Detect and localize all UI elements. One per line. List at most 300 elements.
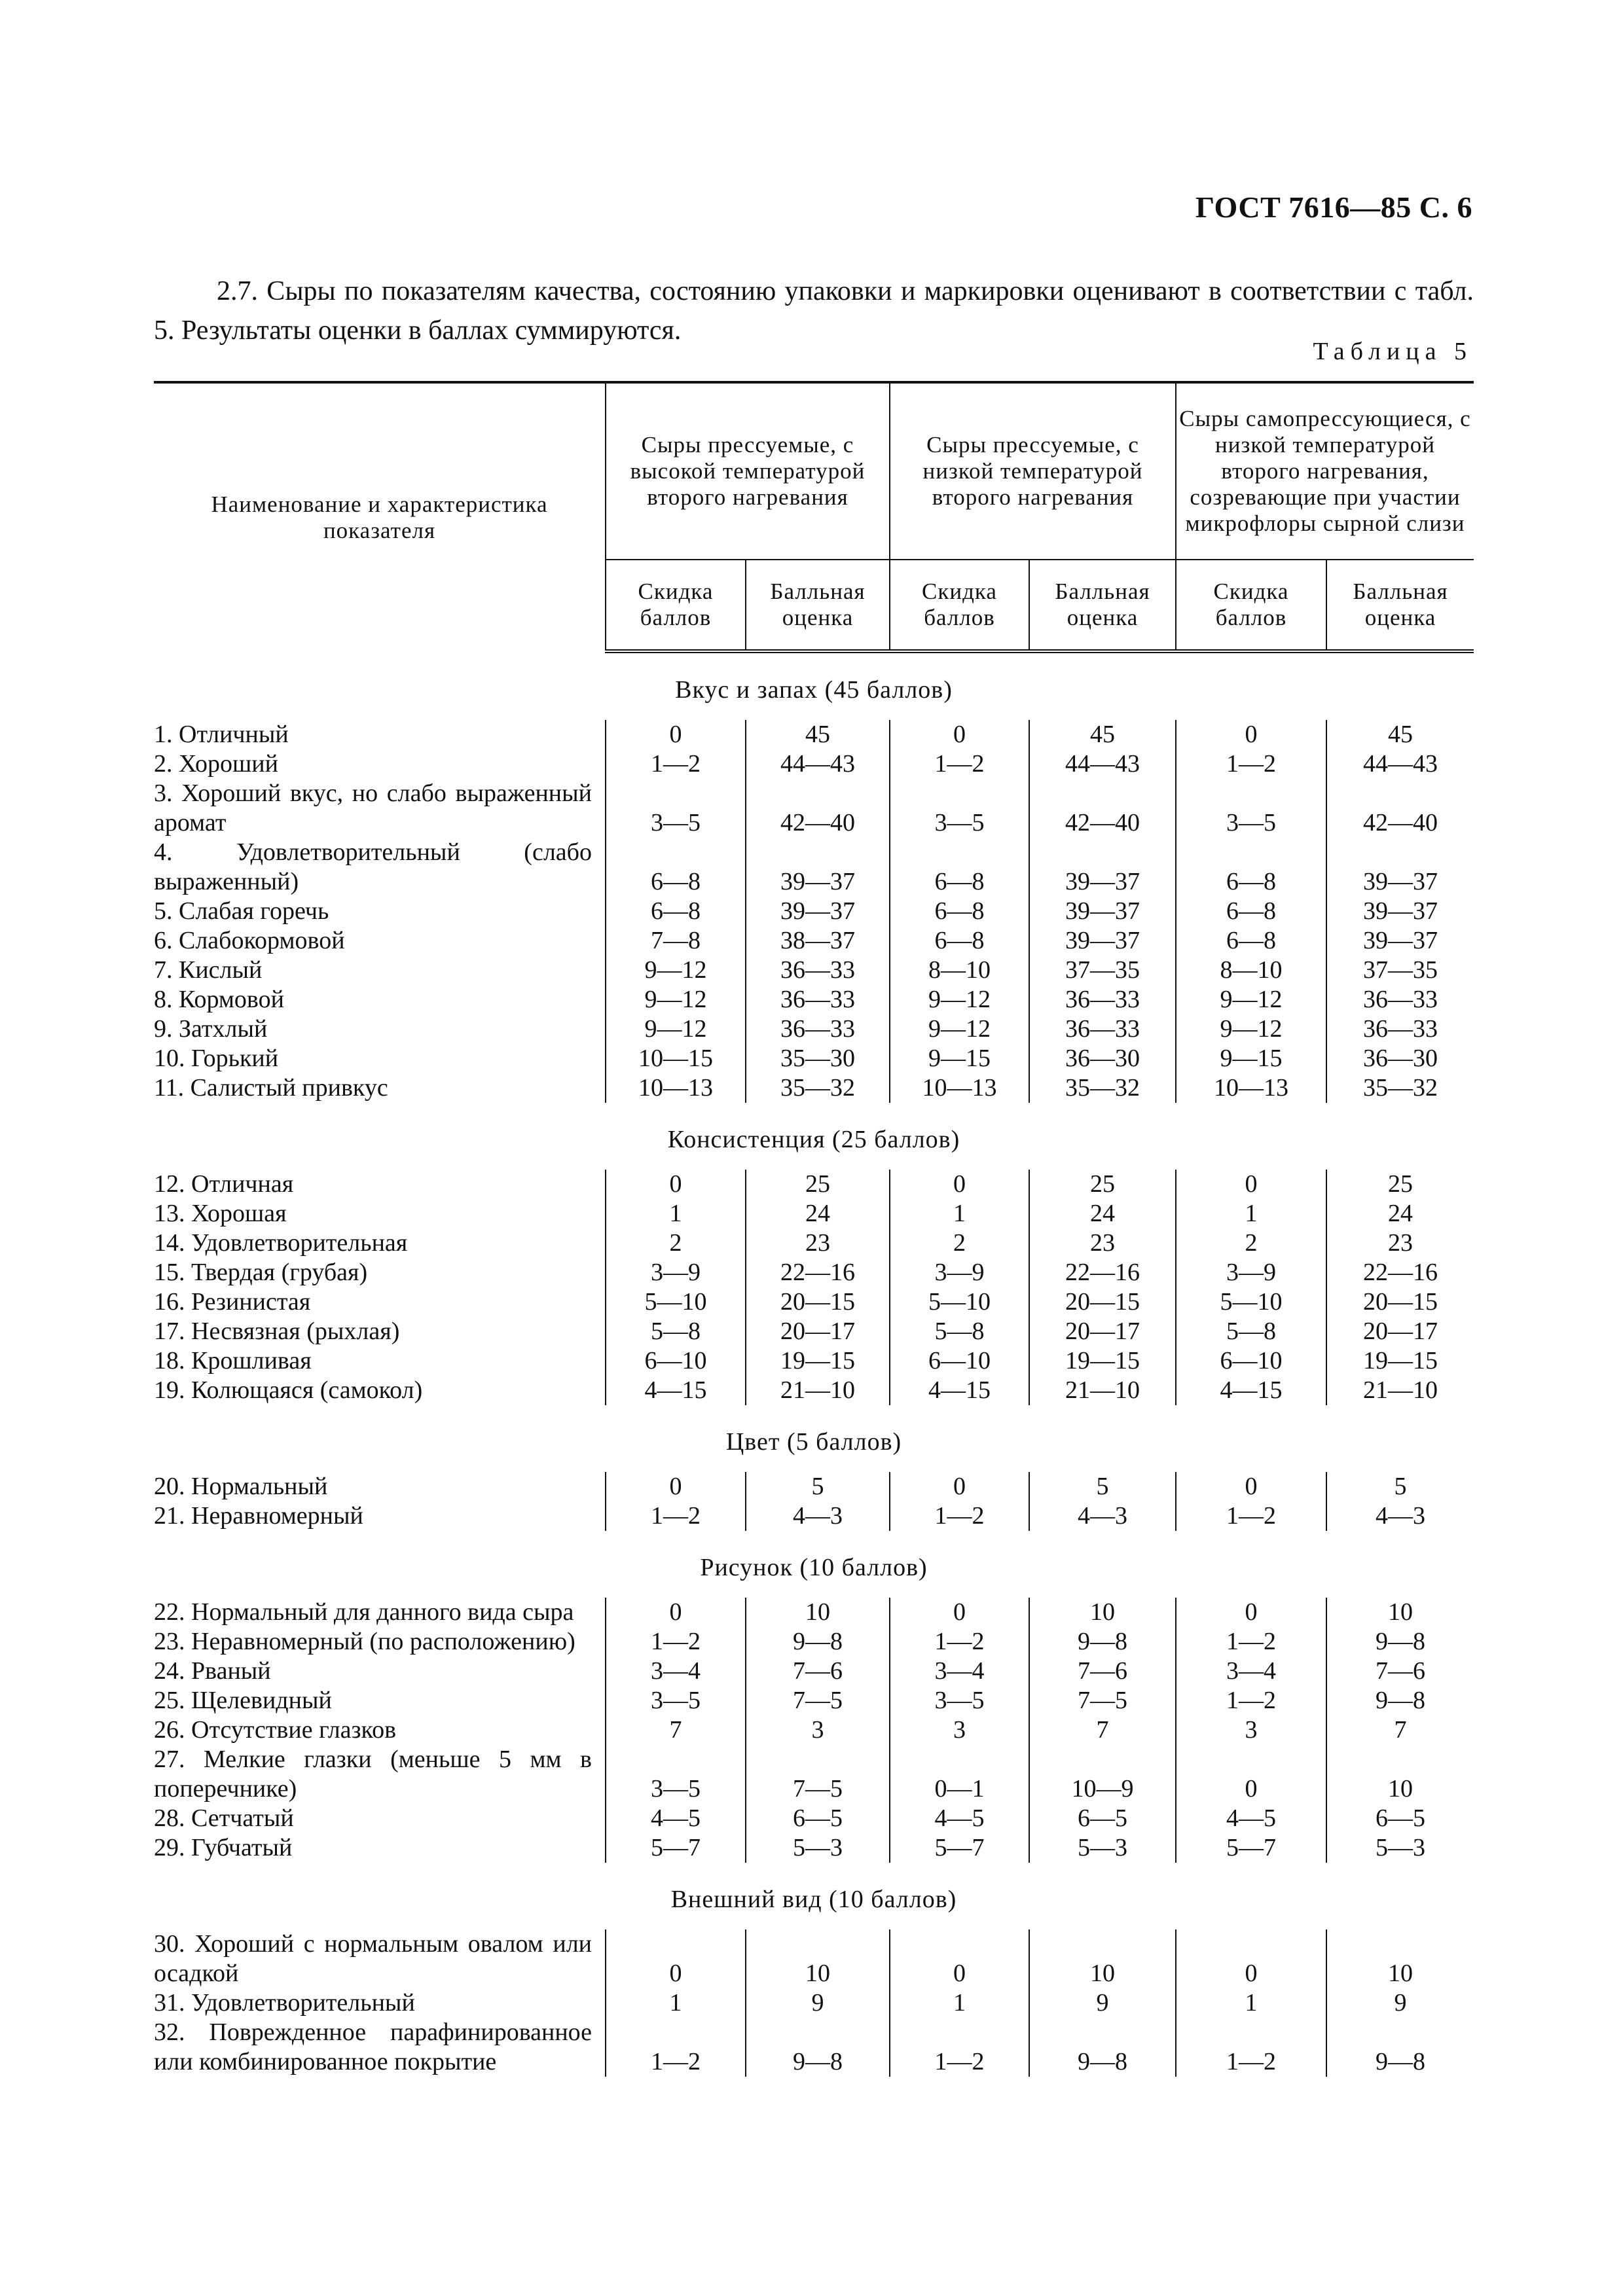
score-deduction-cell: 3—9 bbox=[1176, 1258, 1326, 1287]
table-row bbox=[154, 1627, 1474, 1657]
score-deduction-cell: 3—5 bbox=[890, 779, 1029, 838]
score-value-cell: 7—5 bbox=[746, 1745, 890, 1804]
score-value-cell: 45 bbox=[1326, 720, 1474, 749]
indicator-name-text: 6. Слабокормовой bbox=[154, 927, 345, 954]
score-value-cell: 20—17 bbox=[1326, 1317, 1474, 1346]
table-row bbox=[154, 1199, 1474, 1229]
score-deduction-cell: 6—8 bbox=[890, 897, 1029, 926]
indicator-name bbox=[154, 1317, 606, 1346]
score-value-cell: 39—37 bbox=[1029, 897, 1176, 926]
score-value-cell: 4—3 bbox=[1029, 1501, 1176, 1531]
indicator-name bbox=[154, 1833, 606, 1863]
score-deduction-cell: 9—12 bbox=[606, 985, 746, 1014]
indicator-name-text: 14. Удовлетворительная bbox=[154, 1229, 408, 1257]
indicator-name-text: 21. Неравномерный bbox=[154, 1502, 363, 1530]
score-deduction-cell: 0 bbox=[606, 1929, 746, 1988]
indicator-name bbox=[154, 1014, 606, 1044]
header-sub: Скидка баллов bbox=[606, 560, 746, 651]
score-value-cell: 39—37 bbox=[746, 897, 890, 926]
section-header-row bbox=[154, 1531, 1474, 1598]
table-row bbox=[154, 1804, 1474, 1833]
score-deduction-cell: 9—12 bbox=[890, 985, 1029, 1014]
section-header-row bbox=[154, 1863, 1474, 1929]
score-deduction-cell: 3—5 bbox=[606, 779, 746, 838]
score-deduction-cell: 6—8 bbox=[1176, 926, 1326, 956]
indicator-name-text: 16. Резинистая bbox=[154, 1288, 311, 1316]
score-value-cell: 36—33 bbox=[746, 1014, 890, 1044]
score-deduction-cell: 6—10 bbox=[606, 1346, 746, 1376]
indicator-name bbox=[154, 1745, 606, 1804]
table-row bbox=[154, 1014, 1474, 1044]
indicator-name bbox=[154, 1627, 606, 1657]
score-value-cell: 23 bbox=[1326, 1229, 1474, 1258]
score-deduction-cell: 5—7 bbox=[890, 1833, 1029, 1863]
score-deduction-cell: 6—10 bbox=[890, 1346, 1029, 1376]
score-deduction-cell: 6—8 bbox=[606, 838, 746, 897]
score-deduction-cell: 4—15 bbox=[890, 1376, 1029, 1405]
score-deduction-cell: 0 bbox=[1176, 1929, 1326, 1988]
score-value-cell: 21—10 bbox=[746, 1376, 890, 1405]
score-value-cell: 10 bbox=[1326, 1929, 1474, 1988]
indicator-name-text: 24. Рваный bbox=[154, 1657, 271, 1685]
score-deduction-cell: 0 bbox=[606, 720, 746, 749]
score-deduction-cell: 0 bbox=[1176, 1745, 1326, 1804]
indicator-name-text: 19. Колющаяся (самокол) bbox=[154, 1376, 423, 1404]
score-value-cell: 20—15 bbox=[1029, 1287, 1176, 1317]
section-title: Внешний вид (10 баллов) bbox=[670, 1885, 957, 1913]
indicator-name-text: 17. Несвязная (рыхлая) bbox=[154, 1318, 400, 1345]
score-value-cell: 24 bbox=[746, 1199, 890, 1229]
score-deduction-cell: 0 bbox=[890, 1929, 1029, 1988]
indicator-name bbox=[154, 1229, 606, 1258]
score-value-cell: 45 bbox=[746, 720, 890, 749]
score-value-cell: 7 bbox=[1029, 1715, 1176, 1745]
indicator-name bbox=[154, 1199, 606, 1229]
score-deduction-cell: 4—15 bbox=[1176, 1376, 1326, 1405]
indicator-name bbox=[154, 1929, 606, 1988]
quality-table bbox=[154, 381, 1474, 2077]
score-value-cell: 9 bbox=[1029, 1988, 1176, 2018]
score-deduction-cell: 1—2 bbox=[890, 1627, 1029, 1657]
indicator-name bbox=[154, 1988, 606, 2018]
table-row bbox=[154, 897, 1474, 926]
header-group-self-pressed: Сыры самопрессующиеся, с низкой температурой второго нагревания, созревающие при участии микрофлоры сырной слизи bbox=[1176, 382, 1474, 560]
score-deduction-cell: 3—5 bbox=[890, 1686, 1029, 1715]
score-value-cell: 22—16 bbox=[1326, 1258, 1474, 1287]
section-title: Рисунок (10 баллов) bbox=[700, 1553, 928, 1581]
score-value-cell: 44—43 bbox=[746, 749, 890, 779]
score-value-cell: 37—35 bbox=[1029, 956, 1176, 985]
score-deduction-cell: 0 bbox=[890, 720, 1029, 749]
section-title: Консистенция (25 баллов) bbox=[667, 1125, 960, 1153]
indicator-name-text: 8. Кормовой bbox=[154, 986, 284, 1013]
score-value-cell: 25 bbox=[746, 1170, 890, 1199]
indicator-name-text: 2. Хороший bbox=[154, 750, 278, 778]
score-deduction-cell: 3—4 bbox=[1176, 1657, 1326, 1686]
score-deduction-cell: 1—2 bbox=[1176, 1627, 1326, 1657]
score-deduction-cell: 9—15 bbox=[1176, 1044, 1326, 1073]
indicator-name-text: 32. Поврежденное парафинированное или комбинированное покрытие bbox=[154, 2018, 592, 2075]
table-row bbox=[154, 1657, 1474, 1686]
score-deduction-cell: 1—2 bbox=[890, 2018, 1029, 2077]
indicator-name-text: 18. Крошливая bbox=[154, 1347, 312, 1374]
score-deduction-cell: 3—5 bbox=[606, 1686, 746, 1715]
score-deduction-cell: 4—15 bbox=[606, 1376, 746, 1405]
table-row bbox=[154, 1346, 1474, 1376]
score-deduction-cell: 2 bbox=[606, 1229, 746, 1258]
score-deduction-cell: 6—10 bbox=[1176, 1346, 1326, 1376]
score-value-cell: 4—3 bbox=[746, 1501, 890, 1531]
score-value-cell: 39—37 bbox=[1326, 897, 1474, 926]
score-value-cell: 22—16 bbox=[1029, 1258, 1176, 1287]
score-value-cell: 21—10 bbox=[1029, 1376, 1176, 1405]
indicator-name-text: 12. Отличная bbox=[154, 1170, 294, 1198]
score-deduction-cell: 1 bbox=[1176, 1988, 1326, 2018]
score-deduction-cell: 5—7 bbox=[1176, 1833, 1326, 1863]
score-deduction-cell: 1 bbox=[606, 1988, 746, 2018]
score-value-cell: 4—3 bbox=[1326, 1501, 1474, 1531]
score-value-cell: 5 bbox=[1326, 1472, 1474, 1501]
score-deduction-cell: 3—9 bbox=[606, 1258, 746, 1287]
indicator-name-text: 5. Слабая горечь bbox=[154, 897, 329, 925]
indicator-name-text: 20. Нормальный bbox=[154, 1473, 328, 1500]
score-deduction-cell: 0 bbox=[606, 1170, 746, 1199]
header-group-low-temp: Сыры прессуемые, с низкой температурой второго нагревания bbox=[890, 382, 1176, 560]
score-value-cell: 5 bbox=[1029, 1472, 1176, 1501]
page-header: ГОСТ 7616—85 С. 6 bbox=[1195, 190, 1472, 224]
score-value-cell: 24 bbox=[1029, 1199, 1176, 1229]
score-value-cell: 9—8 bbox=[1029, 1627, 1176, 1657]
indicator-name bbox=[154, 838, 606, 897]
score-deduction-cell: 1—2 bbox=[890, 749, 1029, 779]
score-deduction-cell: 1 bbox=[1176, 1199, 1326, 1229]
indicator-name bbox=[154, 1073, 606, 1103]
score-value-cell: 35—32 bbox=[1029, 1073, 1176, 1103]
score-value-cell: 38—37 bbox=[746, 926, 890, 956]
score-deduction-cell: 5—10 bbox=[606, 1287, 746, 1317]
score-value-cell: 19—15 bbox=[1326, 1346, 1474, 1376]
score-deduction-cell: 10—13 bbox=[890, 1073, 1029, 1103]
score-value-cell: 5—3 bbox=[1029, 1833, 1176, 1863]
indicator-name bbox=[154, 1346, 606, 1376]
indicator-name bbox=[154, 1376, 606, 1405]
score-deduction-cell: 3—5 bbox=[606, 1745, 746, 1804]
indicator-name bbox=[154, 720, 606, 749]
header-sub: Балльная оценка bbox=[746, 560, 890, 651]
score-value-cell: 35—32 bbox=[1326, 1073, 1474, 1103]
indicator-name bbox=[154, 926, 606, 956]
score-value-cell: 35—32 bbox=[746, 1073, 890, 1103]
indicator-name-text: 13. Хорошая bbox=[154, 1200, 287, 1227]
score-value-cell: 9—8 bbox=[746, 1627, 890, 1657]
indicator-name-text: 23. Неравномерный (по расположению) bbox=[154, 1628, 575, 1655]
indicator-name bbox=[154, 1258, 606, 1287]
score-value-cell: 21—10 bbox=[1326, 1376, 1474, 1405]
score-deduction-cell: 8—10 bbox=[890, 956, 1029, 985]
indicator-name bbox=[154, 897, 606, 926]
score-value-cell: 7 bbox=[1326, 1715, 1474, 1745]
header-sub: Балльная оценка bbox=[1029, 560, 1176, 651]
score-deduction-cell: 1—2 bbox=[1176, 1501, 1326, 1531]
indicator-name-text: 10. Горький bbox=[154, 1045, 279, 1072]
score-value-cell: 9 bbox=[1326, 1988, 1474, 2018]
indicator-name bbox=[154, 1598, 606, 1627]
indicator-name bbox=[154, 2018, 606, 2077]
score-deduction-cell: 1 bbox=[606, 1199, 746, 1229]
header-group-high-temp: Сыры прессуемые, с высокой температурой второго нагревания bbox=[606, 382, 890, 560]
indicator-name-text: 11. Салистый привкус bbox=[154, 1074, 388, 1102]
score-value-cell: 39—37 bbox=[746, 838, 890, 897]
score-value-cell: 25 bbox=[1326, 1170, 1474, 1199]
score-deduction-cell: 3—4 bbox=[890, 1657, 1029, 1686]
score-value-cell: 45 bbox=[1029, 720, 1176, 749]
table-row bbox=[154, 779, 1474, 838]
section-header-row bbox=[154, 651, 1474, 720]
score-value-cell: 36—33 bbox=[746, 985, 890, 1014]
score-deduction-cell: 9—12 bbox=[1176, 985, 1326, 1014]
score-value-cell: 5 bbox=[746, 1472, 890, 1501]
indicator-name bbox=[154, 1715, 606, 1745]
score-deduction-cell: 1—2 bbox=[606, 749, 746, 779]
table-row bbox=[154, 1317, 1474, 1346]
indicator-name bbox=[154, 1686, 606, 1715]
score-deduction-cell: 5—10 bbox=[1176, 1287, 1326, 1317]
score-value-cell: 7—6 bbox=[1326, 1657, 1474, 1686]
score-deduction-cell: 0 bbox=[890, 1170, 1029, 1199]
score-value-cell: 19—15 bbox=[746, 1346, 890, 1376]
table-row bbox=[154, 1170, 1474, 1199]
score-deduction-cell: 1—2 bbox=[890, 1501, 1029, 1531]
score-deduction-cell: 6—8 bbox=[606, 897, 746, 926]
score-deduction-cell: 0 bbox=[1176, 1598, 1326, 1627]
score-value-cell: 9—8 bbox=[746, 2018, 890, 2077]
score-value-cell: 44—43 bbox=[1029, 749, 1176, 779]
table-row bbox=[154, 838, 1474, 897]
score-value-cell: 10 bbox=[746, 1598, 890, 1627]
table-row bbox=[154, 985, 1474, 1014]
score-value-cell: 36—33 bbox=[746, 956, 890, 985]
header-sub: Скидка баллов bbox=[1176, 560, 1326, 651]
score-deduction-cell: 10—15 bbox=[606, 1044, 746, 1073]
score-deduction-cell: 1—2 bbox=[606, 1627, 746, 1657]
score-value-cell: 10 bbox=[1029, 1929, 1176, 1988]
score-deduction-cell: 0—1 bbox=[890, 1745, 1029, 1804]
table-row bbox=[154, 749, 1474, 779]
score-deduction-cell: 10—13 bbox=[1176, 1073, 1326, 1103]
table-row bbox=[154, 1598, 1474, 1627]
indicator-name bbox=[154, 1804, 606, 1833]
score-value-cell: 10—9 bbox=[1029, 1745, 1176, 1804]
table-row bbox=[154, 1501, 1474, 1531]
table-row bbox=[154, 1073, 1474, 1103]
score-value-cell: 36—33 bbox=[1029, 1014, 1176, 1044]
table-row bbox=[154, 1044, 1474, 1073]
score-deduction-cell: 0 bbox=[890, 1472, 1029, 1501]
indicator-name-text: 15. Твердая (грубая) bbox=[154, 1259, 368, 1286]
score-deduction-cell: 6—8 bbox=[1176, 897, 1326, 926]
score-value-cell: 36—30 bbox=[1029, 1044, 1176, 1073]
score-deduction-cell: 3—5 bbox=[1176, 779, 1326, 838]
score-deduction-cell: 4—5 bbox=[890, 1804, 1029, 1833]
table-caption: Таблица 5 bbox=[1313, 338, 1472, 365]
score-deduction-cell: 0 bbox=[1176, 1472, 1326, 1501]
score-value-cell: 36—33 bbox=[1326, 1014, 1474, 1044]
score-deduction-cell: 3 bbox=[890, 1715, 1029, 1745]
score-deduction-cell: 4—5 bbox=[606, 1804, 746, 1833]
section-title: Вкус и запах (45 баллов) bbox=[675, 675, 953, 704]
score-value-cell: 42—40 bbox=[746, 779, 890, 838]
score-deduction-cell: 0 bbox=[1176, 720, 1326, 749]
header-sub: Скидка баллов bbox=[890, 560, 1029, 651]
score-deduction-cell: 9—12 bbox=[606, 956, 746, 985]
table-row bbox=[154, 1833, 1474, 1863]
score-deduction-cell: 4—5 bbox=[1176, 1804, 1326, 1833]
score-value-cell: 25 bbox=[1029, 1170, 1176, 1199]
score-value-cell: 36—33 bbox=[1326, 985, 1474, 1014]
header-name-column: Наименование и характеристика показателя bbox=[154, 382, 606, 651]
score-value-cell: 5—3 bbox=[746, 1833, 890, 1863]
score-value-cell: 9—8 bbox=[1326, 1686, 1474, 1715]
score-deduction-cell: 0 bbox=[606, 1598, 746, 1627]
score-value-cell: 35—30 bbox=[746, 1044, 890, 1073]
score-value-cell: 37—35 bbox=[1326, 956, 1474, 985]
indicator-name-text: 29. Губчатый bbox=[154, 1834, 293, 1861]
section-title: Цвет (5 баллов) bbox=[725, 1427, 902, 1456]
score-deduction-cell: 2 bbox=[1176, 1229, 1326, 1258]
score-deduction-cell: 9—12 bbox=[890, 1014, 1029, 1044]
table-row bbox=[154, 926, 1474, 956]
indicator-name bbox=[154, 779, 606, 838]
score-value-cell: 10 bbox=[1326, 1598, 1474, 1627]
score-value-cell: 20—17 bbox=[746, 1317, 890, 1346]
score-value-cell: 22—16 bbox=[746, 1258, 890, 1287]
score-value-cell: 23 bbox=[746, 1229, 890, 1258]
score-value-cell: 10 bbox=[1029, 1598, 1176, 1627]
score-value-cell: 10 bbox=[746, 1929, 890, 1988]
score-deduction-cell: 1—2 bbox=[606, 2018, 746, 2077]
indicator-name-text: 9. Затхлый bbox=[154, 1015, 268, 1043]
score-value-cell: 7—6 bbox=[1029, 1657, 1176, 1686]
indicator-name-text: 27. Мелкие глазки (меньше 5 мм в поперечнике) bbox=[154, 1746, 592, 1803]
score-value-cell: 9 bbox=[746, 1988, 890, 2018]
score-deduction-cell: 1—2 bbox=[1176, 749, 1326, 779]
score-value-cell: 39—37 bbox=[1326, 926, 1474, 956]
score-deduction-cell: 7—8 bbox=[606, 926, 746, 956]
score-value-cell: 6—5 bbox=[1029, 1804, 1176, 1833]
score-value-cell: 44—43 bbox=[1326, 749, 1474, 779]
indicator-name-text: 31. Удовлетворительный bbox=[154, 1989, 415, 2017]
indicator-name bbox=[154, 1657, 606, 1686]
indicator-name-text: 1. Отличный bbox=[154, 721, 289, 748]
header-sub: Балльная оценка bbox=[1326, 560, 1474, 651]
indicator-name-text: 3. Хороший вкус, но слабо выраженный аромат bbox=[154, 780, 592, 836]
score-deduction-cell: 5—8 bbox=[606, 1317, 746, 1346]
indicator-name-text: 26. Отсутствие глазков bbox=[154, 1716, 397, 1744]
intro-paragraph: 2.7. Сыры по показателям качества, состоянию упаковки и маркировки оценивают в соответствии с табл. 5. Результаты оценки в баллах суммируются. bbox=[154, 276, 1474, 346]
indicator-name-text: 7. Кислый bbox=[154, 956, 263, 984]
score-value-cell: 7—5 bbox=[746, 1686, 890, 1715]
score-value-cell: 7—6 bbox=[746, 1657, 890, 1686]
score-value-cell: 42—40 bbox=[1029, 779, 1176, 838]
table-row bbox=[154, 1472, 1474, 1501]
indicator-name-text: 4. Удовлетворительный (слабо выраженный) bbox=[154, 838, 592, 895]
indicator-name-text: 30. Хороший с нормальным овалом или осадкой bbox=[154, 1930, 592, 1987]
score-value-cell: 39—37 bbox=[1326, 838, 1474, 897]
score-value-cell: 39—37 bbox=[1029, 926, 1176, 956]
score-value-cell: 10 bbox=[1326, 1745, 1474, 1804]
score-deduction-cell: 1 bbox=[890, 1199, 1029, 1229]
score-deduction-cell: 5—10 bbox=[890, 1287, 1029, 1317]
score-deduction-cell: 8—10 bbox=[1176, 956, 1326, 985]
score-deduction-cell: 1—2 bbox=[1176, 1686, 1326, 1715]
score-deduction-cell: 1—2 bbox=[606, 1501, 746, 1531]
table-row bbox=[154, 956, 1474, 985]
indicator-name-text: 28. Сетчатый bbox=[154, 1804, 294, 1832]
score-deduction-cell: 9—12 bbox=[606, 1014, 746, 1044]
score-value-cell: 36—33 bbox=[1029, 985, 1176, 1014]
score-deduction-cell: 1—2 bbox=[1176, 2018, 1326, 2077]
score-deduction-cell: 3 bbox=[1176, 1715, 1326, 1745]
score-deduction-cell: 0 bbox=[1176, 1170, 1326, 1199]
score-deduction-cell: 2 bbox=[890, 1229, 1029, 1258]
score-deduction-cell: 7 bbox=[606, 1715, 746, 1745]
indicator-name bbox=[154, 1501, 606, 1531]
score-value-cell: 9—8 bbox=[1326, 2018, 1474, 2077]
indicator-name bbox=[154, 985, 606, 1014]
table-row bbox=[154, 1929, 1474, 1988]
indicator-name-text: 25. Щелевидный bbox=[154, 1687, 332, 1714]
score-value-cell: 7—5 bbox=[1029, 1686, 1176, 1715]
score-deduction-cell: 6—8 bbox=[1176, 838, 1326, 897]
indicator-name bbox=[154, 749, 606, 779]
section-header-row bbox=[154, 1103, 1474, 1170]
section-header-row bbox=[154, 1405, 1474, 1472]
table-row bbox=[154, 1988, 1474, 2018]
indicator-name bbox=[154, 1170, 606, 1199]
score-deduction-cell: 3—4 bbox=[606, 1657, 746, 1686]
table-row bbox=[154, 1376, 1474, 1405]
score-value-cell: 6—5 bbox=[746, 1804, 890, 1833]
score-deduction-cell: 9—15 bbox=[890, 1044, 1029, 1073]
table-body bbox=[154, 651, 1474, 2077]
score-value-cell: 20—17 bbox=[1029, 1317, 1176, 1346]
score-deduction-cell: 0 bbox=[606, 1472, 746, 1501]
score-value-cell: 36—30 bbox=[1326, 1044, 1474, 1073]
score-value-cell: 3 bbox=[746, 1715, 890, 1745]
score-deduction-cell: 10—13 bbox=[606, 1073, 746, 1103]
score-value-cell: 19—15 bbox=[1029, 1346, 1176, 1376]
score-value-cell: 20—15 bbox=[1326, 1287, 1474, 1317]
indicator-name bbox=[154, 1287, 606, 1317]
indicator-name bbox=[154, 1472, 606, 1501]
table-row bbox=[154, 1229, 1474, 1258]
score-value-cell: 5—3 bbox=[1326, 1833, 1474, 1863]
score-value-cell: 42—40 bbox=[1326, 779, 1474, 838]
score-value-cell: 9—8 bbox=[1029, 2018, 1176, 2077]
score-value-cell: 39—37 bbox=[1029, 838, 1176, 897]
score-deduction-cell: 1 bbox=[890, 1988, 1029, 2018]
score-deduction-cell: 9—12 bbox=[1176, 1014, 1326, 1044]
score-deduction-cell: 0 bbox=[890, 1598, 1029, 1627]
table-row bbox=[154, 1686, 1474, 1715]
score-deduction-cell: 6—8 bbox=[890, 838, 1029, 897]
table-row bbox=[154, 2018, 1474, 2077]
score-value-cell: 9—8 bbox=[1326, 1627, 1474, 1657]
score-deduction-cell: 5—8 bbox=[890, 1317, 1029, 1346]
score-value-cell: 6—5 bbox=[1326, 1804, 1474, 1833]
table-row bbox=[154, 1745, 1474, 1804]
score-value-cell: 20—15 bbox=[746, 1287, 890, 1317]
